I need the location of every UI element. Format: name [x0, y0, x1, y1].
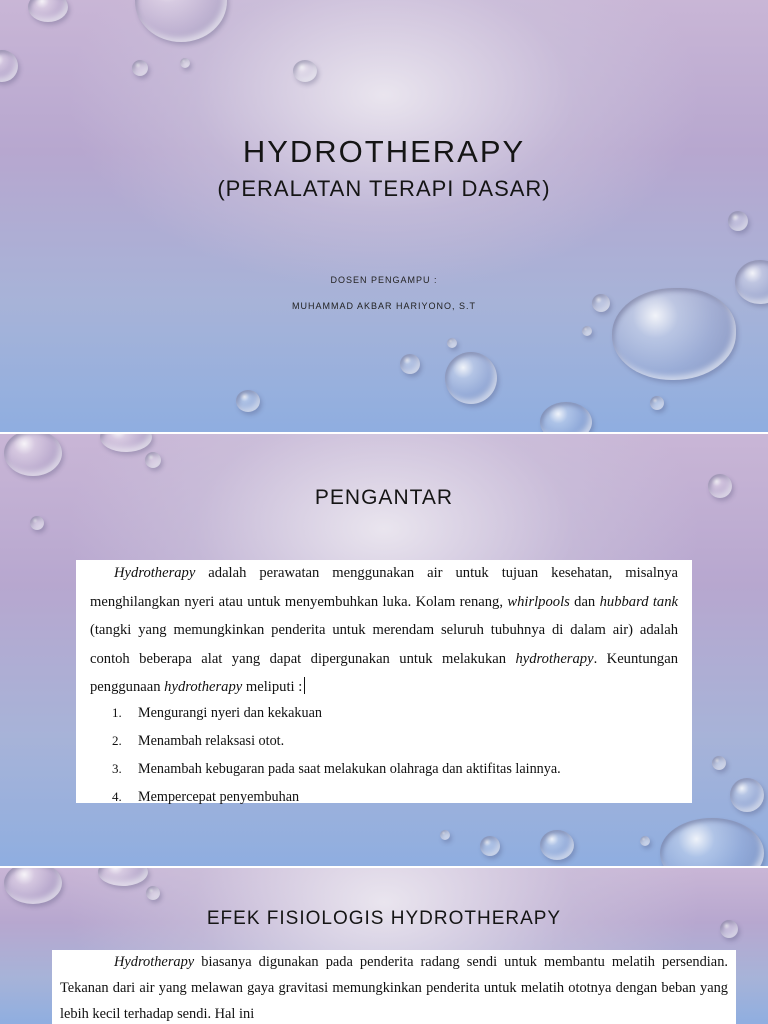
list-item	[112, 699, 561, 727]
water-drop	[98, 868, 148, 886]
water-drop	[132, 60, 148, 76]
water-drop	[28, 0, 68, 22]
water-drop	[236, 390, 260, 412]
list-text: Mengurangi nyeri dan kekakuan	[138, 705, 322, 721]
water-drop	[145, 452, 161, 468]
lecturer-label: DOSEN PENGAMPU :	[330, 275, 438, 285]
text-run: dan	[569, 593, 600, 610]
water-drop	[712, 756, 726, 770]
lecturer-name: MUHAMMAD AKBAR HARIYONO, S.T	[291, 301, 477, 311]
water-drop	[660, 818, 764, 866]
list-number: 3.	[112, 761, 122, 776]
italic-term: Hydrotherapy	[114, 954, 195, 970]
water-drop	[730, 778, 764, 812]
text-run: . Keuntungan penggunaan	[90, 650, 678, 695]
list-item	[112, 755, 561, 783]
text-run: (tangki yang memungkinkan penderita untuk merendam seluruh tubuhnya di dalam air) adalah contoh beberapa alat yang dapat dipergunakan untuk melakukan	[90, 622, 678, 667]
water-drop	[447, 338, 457, 348]
text-run: biasanya digunakan pada penderita radang sendi untuk membantu melatih persendian. Tekanan dari air yang melawan gaya gravitasi memungkinkan penderita untuk melatih ototnya dengan beban yang lebih kecil terhadap sendi. Hal ini	[60, 954, 728, 1022]
intro-text-box	[76, 560, 692, 803]
water-drop	[30, 516, 44, 530]
list-text: Menambah kebugaran pada saat melakukan olahraga dan aktifitas lainnya.	[138, 761, 561, 777]
list-item	[112, 727, 561, 755]
list-text: Mempercepat penyembuhan	[138, 789, 300, 805]
text-run: meliputi :	[242, 679, 303, 695]
water-drop	[480, 836, 500, 856]
water-drop	[135, 0, 227, 42]
intro-paragraph	[90, 559, 678, 702]
slide-heading: PENGANTAR	[314, 486, 454, 509]
water-drop	[650, 396, 664, 410]
water-drop	[728, 211, 748, 231]
water-drop	[440, 830, 450, 840]
list-number: 2.	[112, 733, 122, 748]
water-drop	[582, 326, 592, 336]
text-run: adalah perawatan menggunakan air untuk tujuan kesehatan, misalnya menghilangkan nyeri atau untuk menyembuhkan luka. Kolam renang,	[90, 565, 678, 610]
water-drop	[540, 830, 574, 860]
italic-term: whirlpools	[507, 593, 570, 610]
physiology-paragraph	[60, 949, 728, 1024]
water-drop	[445, 352, 497, 404]
water-drop	[146, 886, 160, 900]
water-drop	[293, 60, 317, 82]
physiology-text-box	[52, 950, 736, 1024]
presentation-title: HYDROTHERAPY	[242, 134, 526, 169]
slide-efek-fisiologis	[0, 868, 768, 1024]
benefits-list	[112, 699, 561, 811]
list-item	[112, 783, 561, 811]
water-drop	[0, 50, 18, 82]
list-number: 4.	[112, 789, 122, 804]
text-cursor	[304, 677, 305, 694]
water-drop	[640, 836, 650, 846]
list-number: 1.	[112, 705, 122, 720]
slide-heading: EFEK FISIOLOGIS HYDROTHERAPY	[206, 908, 562, 929]
water-drop	[4, 868, 62, 904]
italic-term: Hydrotherapy	[114, 565, 196, 581]
italic-term: hydrotherapy	[515, 650, 594, 667]
water-drop	[180, 58, 190, 68]
slide-title	[0, 0, 768, 432]
water-drop	[540, 402, 592, 432]
presentation-subtitle: (PERALATAN TERAPI DASAR)	[217, 176, 551, 201]
water-drop	[4, 434, 62, 476]
italic-term: hubbard tank	[599, 593, 678, 610]
slide-pengantar	[0, 434, 768, 866]
water-drop	[400, 354, 420, 374]
water-drop	[100, 434, 152, 452]
italic-term: hydrotherapy	[164, 679, 243, 695]
list-text: Menambah relaksasi otot.	[138, 733, 285, 749]
